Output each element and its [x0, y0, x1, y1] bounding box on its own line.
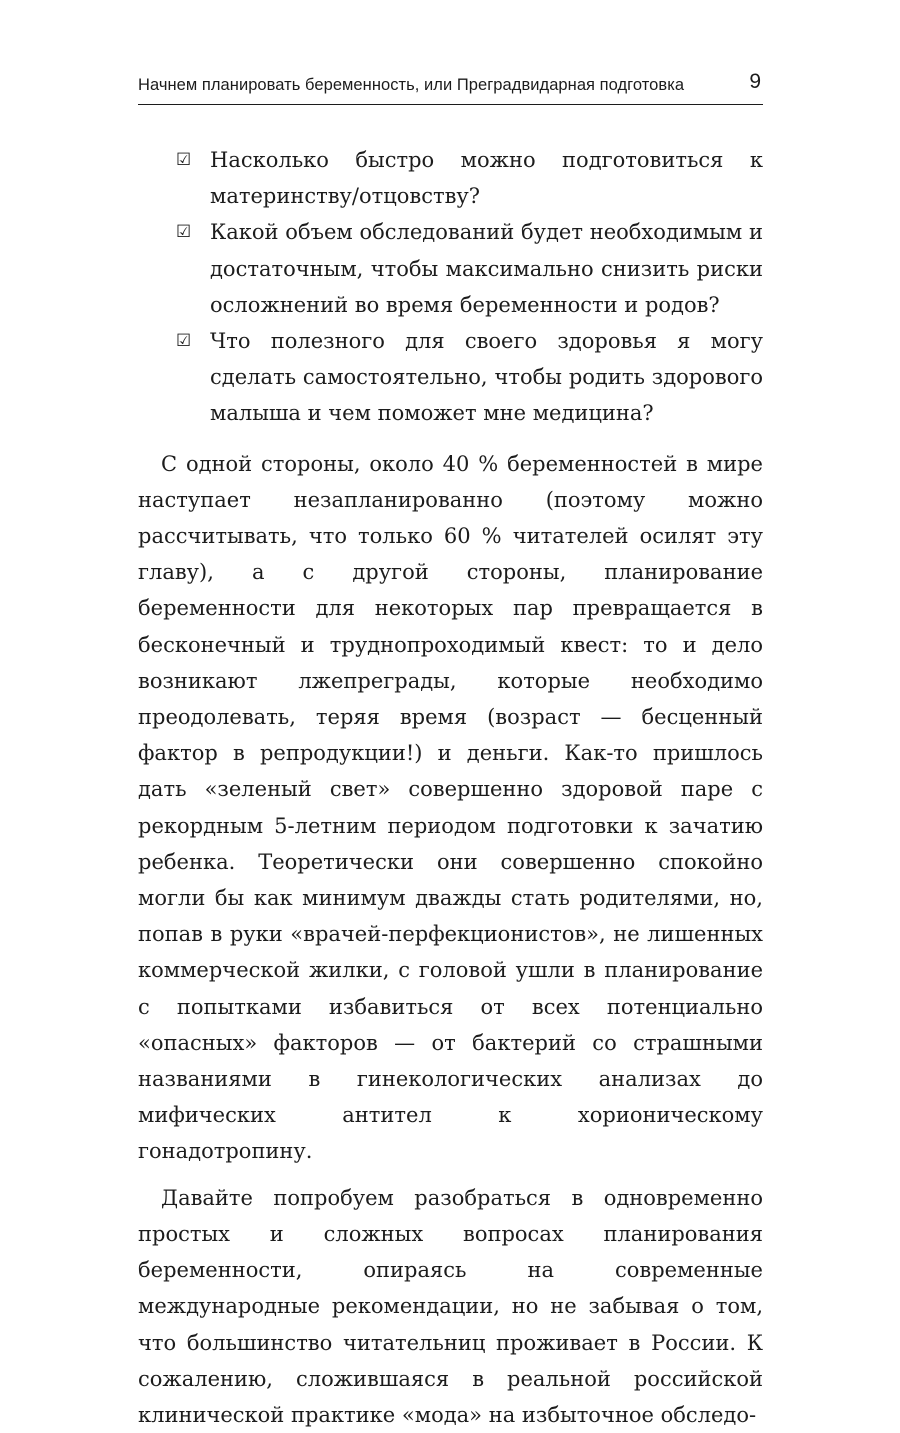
page-number: 9	[749, 70, 761, 93]
checkbox-checked-icon: ☑	[176, 150, 192, 170]
question-checklist	[138, 142, 763, 432]
book-page	[138, 0, 763, 1427]
running-header-title: Начнем планировать беременность, или Преградвидарная подготовка	[138, 76, 685, 94]
checklist-item	[176, 214, 763, 323]
body-paragraph: Давайте попробуем разобраться в одновременно простых и сложных вопросах планирования беременности, опираясь на современные международные рекомендации, но не забывая о том, что большинство читательниц проживает в России. К сожалению, сложившаяся в реальной российской клинической практике «мода» на избыточное обследо-	[138, 1185, 763, 1427]
page-content	[138, 142, 763, 1433]
checklist-item	[176, 142, 763, 214]
checklist-item-text: Что полезного для своего здоровья я могу сделать самостоятельно, чтобы родить здорового малыша и чем поможет мне медицина?	[210, 329, 763, 426]
checkbox-checked-icon: ☑	[176, 222, 192, 243]
checklist-item-text: Какой объем обследований будет необходимым и достаточным, чтобы максимально снизить риски осложнений во время беременности и родов?	[210, 220, 763, 317]
body-paragraph: С одной стороны, около 40 % беременностей в мире наступает незапланированно (поэтому можно рассчитывать, что только 60 % читателей осилят эту главу), а с другой стороны, планирование беременности для некоторых пар превращается в бесконечный и труднопроходимый квест: то и дело возникают лжепреграды, которые необходимо преодолевать, теряя время (возраст — бесценный фактор в репродукции!) и деньги. Как-то пришлось дать «зеленый свет» совершенно здоровой паре с рекордным 5-летним периодом подготовки к зачатию ребенка. Теоретически они совершенно спокойно могли бы как минимум дважды стать родителями, но, попав в руки «врачей-перфекционистов», не лишенных коммерческой жилки, с головой ушли в планирование с попытками избавиться от всех потенциально «опасных» факторов — от бактерий со страшными названиями в гинекологических анализах до мифических антител к хорионическому гонадотропину.	[138, 451, 763, 1164]
checklist-item	[176, 323, 763, 432]
running-header	[138, 68, 763, 105]
checklist-item-text: Насколько быстро можно подготовиться к материнству/отцовству?	[210, 148, 763, 209]
checkbox-checked-icon: ☑	[176, 331, 192, 352]
